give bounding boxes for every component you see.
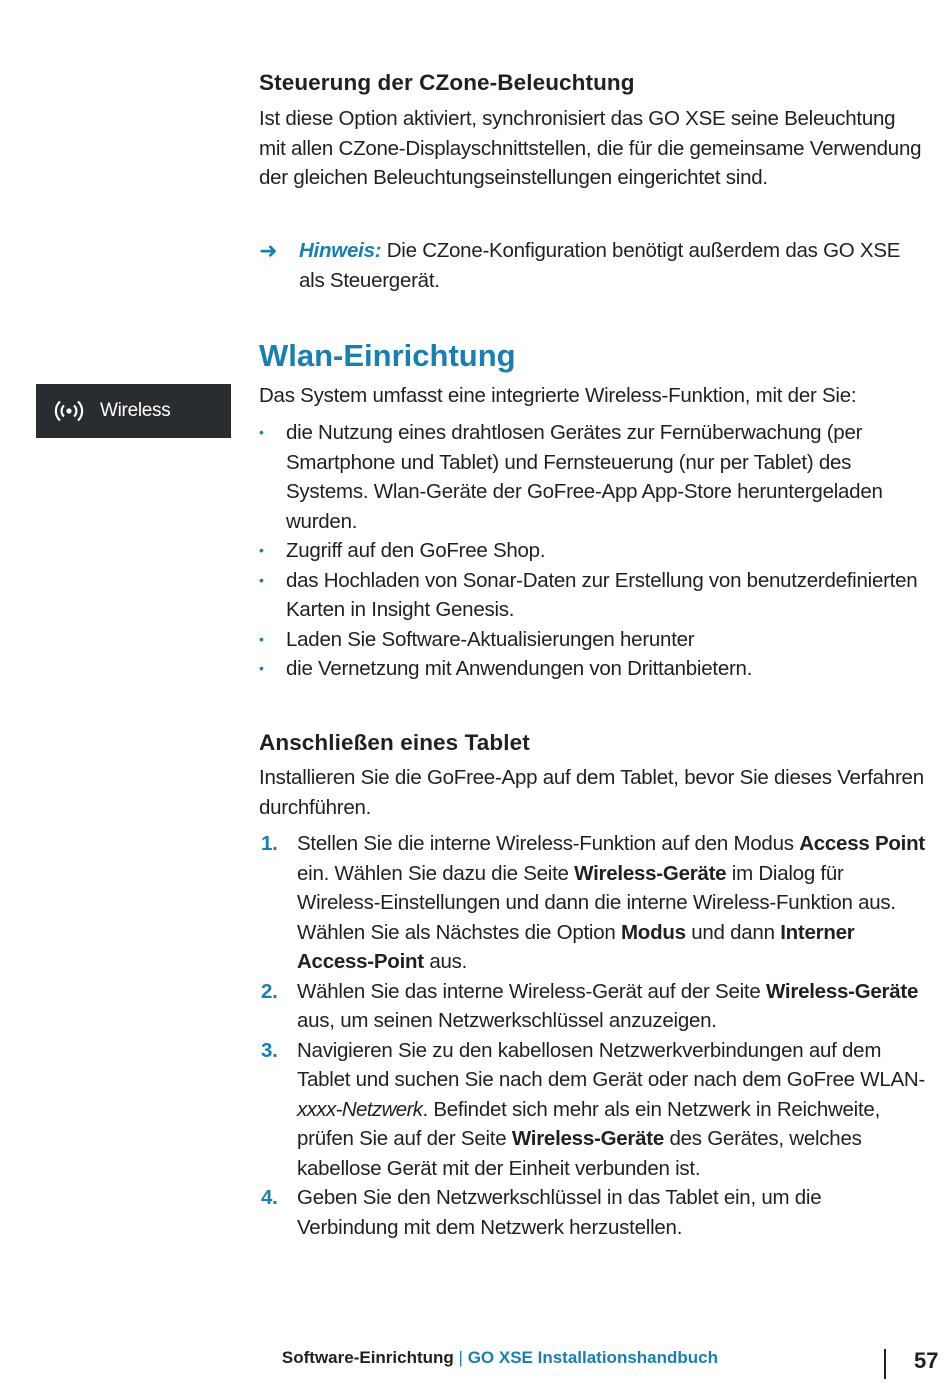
list-item: • Zugriff auf den GoFree Shop.: [259, 536, 927, 566]
step-item: 2. Wählen Sie das interne Wireless-Gerät auf der Seite Wireless-Geräte aus, um seinen Netzwerkschlüssel anzuzeigen.: [259, 977, 927, 1036]
step-number: 2.: [261, 979, 278, 1003]
step-number: 1.: [261, 832, 278, 855]
bullet-icon: •: [259, 630, 264, 647]
wlan-bullet-list: [259, 418, 927, 684]
step-item: 4. Geben Sie den Netzwerkschlüssel in das Tablet ein, um die Verbindung mit dem Netzwerk herzustellen.: [259, 1183, 927, 1242]
wlan-heading: Wlan-Einrichtung: [259, 338, 516, 373]
tablet-heading: Anschließen eines Tablet: [259, 730, 530, 755]
footer-separator: |: [453, 1348, 468, 1367]
tablet-intro: Installieren Sie die GoFree-App auf dem Tablet, bevor Sie dieses Verfahren durchführen.: [259, 766, 924, 819]
bullet-icon: •: [259, 660, 264, 676]
bullet-icon: •: [259, 571, 264, 588]
footer-section: Software-Einrichtung: [281, 1348, 454, 1367]
list-item: • das Hochladen von Sonar-Daten zur Erstellung von benutzerdefinierten Karten in Insight Genesis.: [259, 566, 927, 625]
wireless-signal-icon: [52, 396, 86, 426]
step-number: 4.: [261, 1186, 278, 1209]
czone-note-text: [299, 236, 927, 295]
czone-body: Ist diese Option aktiviert, synchronisiert das GO XSE seine Beleuchtung mit allen CZone-Displayschnittstellen, die für die gemeinsame Verwendung der gleichen Beleuchtungseinstellungen eingerichtet sind.: [259, 107, 922, 189]
arrow-right-icon: ➜: [259, 238, 278, 263]
footer-doc-title: GO XSE Installationshandbuch: [467, 1348, 718, 1367]
wlan-intro: Das System umfasst eine integrierte Wireless-Funktion, mit der Sie:: [259, 384, 857, 407]
page-footer: [0, 1346, 718, 1370]
tablet-steps: [259, 829, 927, 1242]
step-number: 3.: [261, 1038, 278, 1062]
wireless-badge-label: Wireless: [100, 400, 171, 421]
note-label: Hinweis:: [299, 239, 382, 262]
list-item: • die Nutzung eines drahtlosen Gerätes zur Fernüberwachung (per Smartphone und Tablet) und Fernsteuerung (nur per Tablet) des Systems. Wlan-Geräte der GoFree-App App-Store heruntergeladen wurden.: [259, 418, 927, 536]
wireless-badge: [36, 384, 231, 438]
list-item: • Laden Sie Software-Aktualisierungen herunter: [259, 625, 927, 655]
list-item: • die Vernetzung mit Anwendungen von Drittanbietern.: [259, 654, 927, 684]
footer-divider: [884, 1349, 886, 1379]
step-item: 1. Stellen Sie die interne Wireless-Funktion auf den Modus Access Point ein. Wählen Sie dazu die Seite Wireless-Geräte im Dialog für Wireless-Einstellungen und dann die interne Wireless-Funktion aus. Wählen Sie als Nächstes die Option Modus und dann Interner Access-Point aus.: [259, 829, 927, 977]
bullet-icon: •: [259, 542, 264, 558]
czone-note: [259, 236, 927, 295]
czone-heading: Steuerung der CZone-Beleuchtung: [259, 70, 635, 95]
step-item: 3. Navigieren Sie zu den kabellosen Netzwerkverbindungen auf dem Tablet und suchen Sie nach dem Gerät oder nach dem GoFree WLAN-xxxx-Netzwerk. Befindet sich mehr als ein Netzwerk in Reichweite, prüfen Sie auf der Seite Wireless-Geräte des Gerätes, welches kabellose Gerät mit der Einheit verbunden ist.: [259, 1036, 927, 1184]
page-number: 57: [914, 1348, 939, 1373]
note-body: Die CZone-Konfiguration benötigt außerdem das GO XSE als Steuergerät.: [299, 239, 901, 292]
bullet-icon: •: [259, 424, 264, 440]
